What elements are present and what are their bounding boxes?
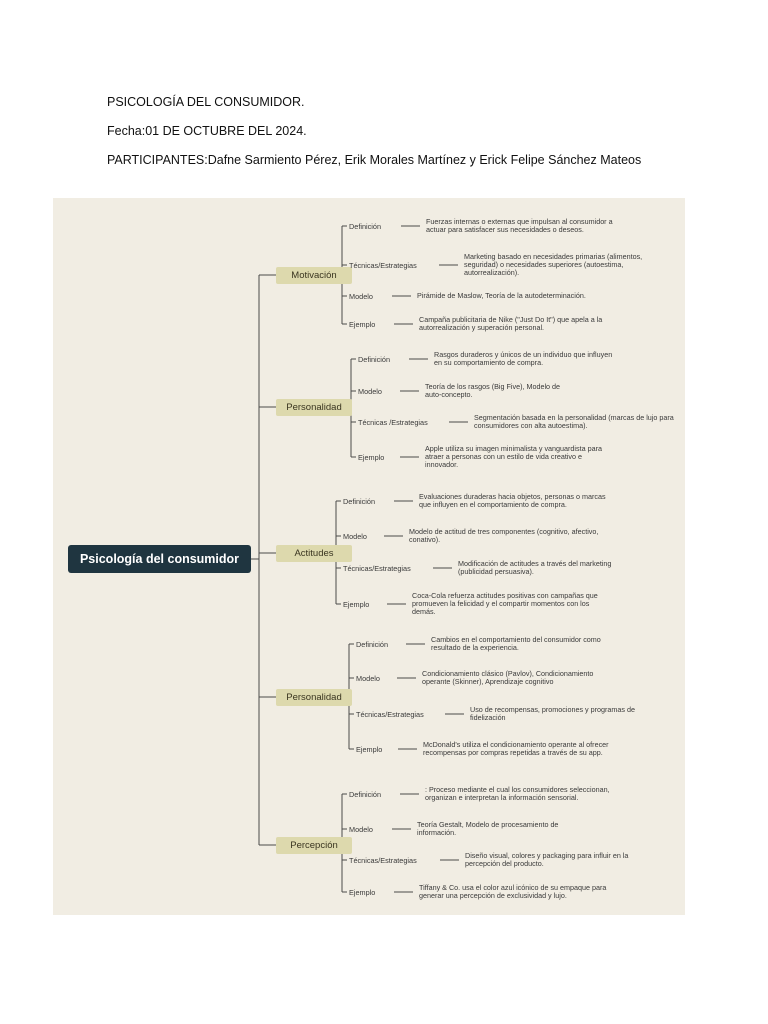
branch-description: : Proceso mediante el cual los consumidores seleccionan, organizan e interpretan la información sensorial.: [425, 784, 610, 802]
branch-label: Ejemplo: [349, 887, 376, 897]
branch-description: Coca-Cola refuerza actitudes positivas con campañas que promueven la felicidad y el compartir momentos con los demás.: [412, 590, 598, 617]
category-node: Percepción: [276, 837, 352, 854]
branch-description: Modelo de actitud de tres componentes (cognitivo, afectivo, conativo).: [409, 526, 599, 544]
branch-label: Técnicas/Estrategias: [349, 855, 417, 865]
branch-label: Ejemplo: [358, 452, 385, 462]
branch-label: Técnicas/Estrategias: [349, 260, 417, 270]
branch-label: Ejemplo: [356, 744, 383, 754]
document-title: PSICOLOGÍA DEL CONSUMIDOR.: [107, 95, 305, 109]
branch-description: Cambios en el comportamiento del consumidor como resultado de la experiencia.: [431, 634, 601, 652]
branch-label: Definición: [358, 354, 391, 364]
branch-label: Modelo: [356, 673, 380, 683]
branch-description: Evaluaciones duraderas hacia objetos, personas o marcas que influyen en el comportamiento de compra.: [419, 491, 606, 509]
branch-description: Marketing basado en necesidades primarias (alimentos, seguridad) o necesidades superiores (autoestima, autorrealización).: [464, 251, 643, 278]
branch-label: Modelo: [358, 386, 382, 396]
branch-description: Rasgos duraderos y únicos de un individuo que influyen en su comportamiento de compra.: [434, 349, 613, 367]
branch-label: Modelo: [349, 824, 373, 834]
branch-label: Técnicas/Estrategias: [356, 709, 424, 719]
branch-label: Definición: [343, 496, 376, 506]
branch-label: Ejemplo: [349, 319, 376, 329]
branch-description: Segmentación basada en la personalidad (marcas de lujo para consumidores con alta autoestima).: [474, 412, 674, 430]
branch-description: Tiffany & Co. usa el color azul icónico de su empaque para generar una percepción de exclusividad y lujo.: [419, 882, 607, 900]
category-node: Personalidad: [276, 689, 352, 706]
branch-description: Fuerzas internas o externas que impulsan al consumidor a actuar para satisfacer sus necesidades o deseos.: [426, 216, 613, 234]
branch-label: Definición: [356, 639, 389, 649]
branch-description: Modificación de actitudes a través del marketing (publicidad persuasiva).: [458, 558, 612, 576]
mind-map-image: [53, 198, 685, 915]
category-node: Personalidad: [276, 399, 352, 416]
branch-description: Campaña publicitaria de Nike ("Just Do It") que apela a la autorrealización y superación personal.: [419, 314, 603, 332]
document-date: Fecha:01 DE OCTUBRE DEL 2024.: [107, 124, 307, 138]
branch-label: Ejemplo: [343, 599, 370, 609]
branch-label: Técnicas/Estrategias: [343, 563, 411, 573]
branch-description: Apple utiliza su imagen minimalista y vanguardista para atraer a personas con un estilo de vida creativo e innovador.: [425, 443, 602, 470]
branch-description: Diseño visual, colores y packaging para influir en la percepción del producto.: [465, 850, 629, 868]
document-participants: PARTICIPANTES:Dafne Sarmiento Pérez, Erik Morales Martínez y Erick Felipe Sánchez Mateos: [107, 153, 642, 167]
branch-label: Modelo: [349, 291, 373, 301]
mind-map-root: Psicología del consumidor: [68, 545, 251, 573]
branch-label: Técnicas /Estrategias: [358, 417, 428, 427]
branch-label: Definición: [349, 221, 382, 231]
branch-label: Modelo: [343, 531, 367, 541]
branch-description: Pirámide de Maslow, Teoría de la autodeterminación.: [417, 291, 586, 300]
branch-label: Definición: [349, 789, 382, 799]
branch-description: McDonald's utiliza el condicionamiento operante al ofrecer recompensas por compras repetidas a través de su app.: [423, 739, 609, 757]
branch-description: Condicionamiento clásico (Pavlov), Condicionamiento operante (Skinner), Aprendizaje cognitivo: [422, 668, 594, 686]
branch-description: Teoría Gestalt, Modelo de procesamiento de información.: [417, 819, 559, 837]
branch-description: Teoría de los rasgos (Big Five), Modelo de auto-concepto.: [425, 381, 561, 399]
category-node: Actitudes: [276, 545, 352, 562]
category-node: Motivación: [276, 267, 352, 284]
branch-description: Uso de recompensas, promociones y programas de fidelización: [470, 704, 635, 722]
